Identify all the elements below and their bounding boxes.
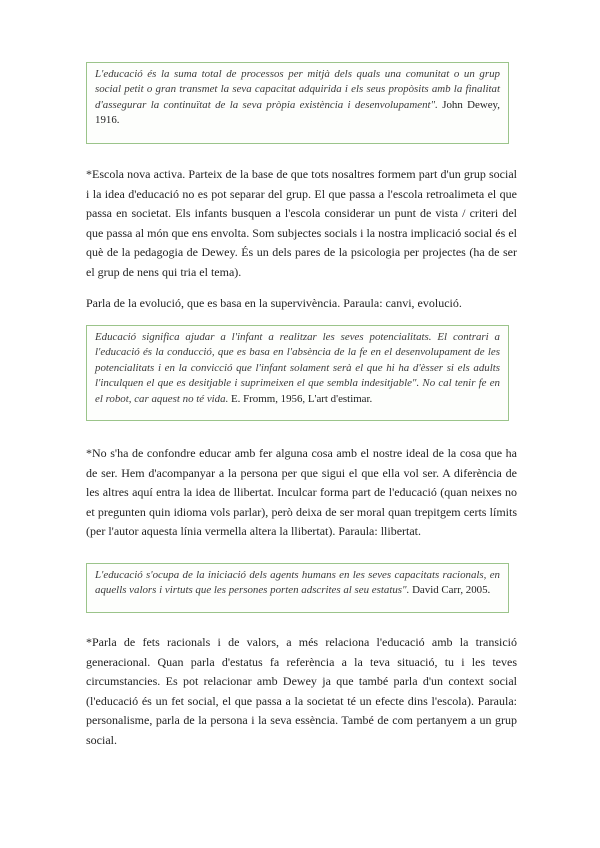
paragraph-carr: *Parla de fets racionals i de valors, a més relaciona l'educació amb la transició generacional. Quan parla d'estatus fa referència a la teva situació, tu i les teves circumstancies. Es pot relacionar amb Dewey ja que també parla d'un context social (l'educació és un fet social, el que passa a la societat té un efecte dins l'escola). Paraula: personalisme, parla de la persona i la seva essència. També de com pertanyem a un grup social.: [86, 635, 517, 747]
quote-author: E. Fromm, 1956, L'art d'estimar.: [228, 392, 373, 405]
quote-box-fromm: [86, 325, 509, 421]
quote-author: John Dewey, 1916.: [95, 98, 500, 127]
quote-box-carr: [86, 563, 509, 613]
quote-text: Educació significa ajudar a l'infant a realitzar les seves potencialitats. El contrari a l'educació és la conducció, que es basa en l'absència de la fe en el desenvolupament de les potencialitats i en la convicció que l'infant solament serà el que hi ha d'èsser si els adults l'inculquen el que es desitjable i suprimeixen el que sembla indesitjable". No cal tenir fe en el robot, car aquest no té vida.: [95, 331, 500, 405]
paragraph-dewey: *Escola nova activa. Parteix de la base de que tots nosaltres formem part d'un grup social i la idea d'educació no es pot separar del grup. El que passa a l'escola retroalimeta el que passa en societat. Els infants busquen a l'escola considerar un punt de vista / criteri del que passa al món que ens envolta. Som subjectes socials i la nostra implicació social és el què de la pedagogia de Dewey. És un dels pares de la psicologia per projectes (ha de ser el grup de nens qui tria el tema).: [86, 167, 517, 279]
quote-text: L'educació és la suma total de processos per mitjà dels quals una comunitat o un grup social petit o gran transmet la seva capacitat adquirida i els seus propòsits amb la finalitat d'assegurar la continuïtat de la seva pròpia existència i desenvolupament".: [95, 68, 500, 111]
quote-box-dewey: [86, 62, 509, 144]
quote-text: L'educació s'ocupa de la iniciació dels agents humans en les seves capacitats racionals, en aquells valors i virtuts que les persones porten adscrites al seu estatus".: [95, 569, 500, 597]
paragraph-fromm: *No s'ha de confondre educar amb fer alguna cosa amb el nostre ideal de la cosa que ha de ser. Hem d'acompanyar a la persona per que sigui el que ella vol ser. A diferència de les altres aquí entra la idea de llibertat. Inculcar forma part de l'educació (quan neixes no et pregunten quin idioma vols parlar), però deixa de ser moral quan trepitgem certs límits (per l'autor aquesta línia vermella altera la llibertat). Paraula: llibertat.: [86, 446, 517, 538]
quote-author: David Carr, 2005.: [409, 584, 491, 597]
paragraph-evolution: Parla de la evolució, que es basa en la supervivència. Paraula: canvi, evolució.: [86, 296, 462, 310]
